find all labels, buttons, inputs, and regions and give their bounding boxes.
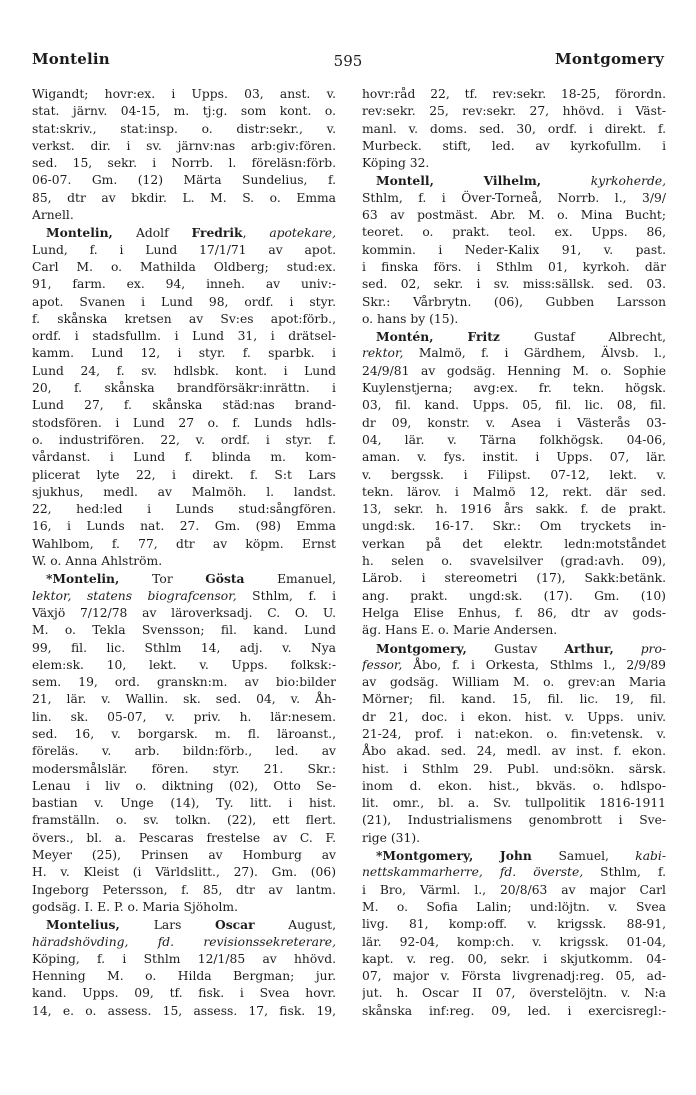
line-text: hist. i Sthlm 29. Publ. und:sökn. särsk. — [362, 761, 666, 776]
text-line — [362, 138, 666, 155]
text-line — [32, 242, 336, 259]
line-text: Henning M. o. Hilda Bergman; jur. — [32, 969, 336, 984]
line-text: äg. Hans E. o. Marie Andersen. — [362, 623, 558, 638]
line-text: Wahlbom, f. 77, dtr av köpm. Ernst — [32, 536, 336, 551]
text-line — [32, 311, 336, 328]
line-text: 22, hed:led i Lunds stud:sångfören. — [32, 502, 336, 517]
line-text: rige (31). — [362, 830, 421, 845]
text-line — [32, 467, 336, 484]
line-text: (21), Industrialismens genombrott i Sve- — [362, 813, 666, 828]
line-text: övers., bl. a. Pescaras frestelse av C. F. — [32, 830, 336, 845]
text-line — [32, 86, 336, 103]
text-line — [32, 190, 336, 207]
line-text: Emanuel, — [244, 572, 336, 587]
line-text: kapt. v. reg. 00, sekr. i skjutkomm. 04- — [362, 951, 666, 966]
line-text: Sthlm, f. i Över-Torneå, Norrb. l., 3/9/ — [362, 190, 666, 205]
line-text: vårdanst. i Lund f. blinda m. kom- — [32, 450, 336, 465]
line-text: ordf. i stadsfullm. i Lund 31, i drätsel- — [32, 329, 336, 344]
line-text: Sthlm, f. i — [236, 588, 336, 603]
line-text: livg. 81, komp:off. v. krigssk. 88-91, — [362, 917, 666, 932]
text-line — [362, 709, 666, 726]
text-line — [32, 397, 336, 414]
entry-first-line — [362, 640, 666, 657]
line-text: Tor — [152, 572, 206, 587]
line-text: sem. 19, ord. granskn:m. av bio:bilder — [32, 675, 336, 690]
line-text: Sthlm, f. — [583, 865, 666, 880]
text-line — [362, 380, 666, 397]
entry-first-line — [32, 224, 336, 241]
line-text: Meyer (25), Prinsen av Homburg av — [32, 848, 336, 863]
line-text: 85, dtr av bkdir. L. M. S. o. Emma — [32, 190, 336, 205]
entry-first-line — [32, 570, 336, 587]
text-line — [362, 518, 666, 535]
text-line — [362, 553, 666, 570]
text-line — [32, 449, 336, 466]
entry-first-line — [32, 916, 336, 933]
line-text: skånska inf:reg. 09, led. i exercisregl:- — [362, 1003, 666, 1018]
line-text: Köping 32. — [362, 156, 430, 171]
entry-name: Montgomery, — [376, 640, 495, 656]
line-text: 20, f. skånska brandförsäkr:inrättn. i — [32, 381, 336, 396]
header-left-word: Montelin — [32, 50, 110, 68]
entry-name: Montén, Fritz — [376, 329, 534, 345]
line-text: jut. h. Oscar II 07, överstelöjtn. v. N:a — [362, 986, 666, 1001]
text-line — [32, 415, 336, 432]
text-line — [362, 743, 666, 760]
text-line — [362, 155, 666, 172]
text-line — [362, 726, 666, 743]
line-text: Lund, f. i Lund 17/1/71 av apot. — [32, 242, 336, 257]
text-line — [362, 968, 666, 985]
text-line — [32, 830, 336, 847]
line-text: 63 av postmäst. Abr. M. o. Mina Bucht; — [362, 208, 666, 223]
line-text: 13, sekr. h. 1916 års sakk. f. de prakt. — [362, 502, 666, 517]
text-line — [32, 103, 336, 120]
text-line — [362, 1003, 666, 1020]
text-line — [362, 432, 666, 449]
entry-title: fessor, — [362, 657, 403, 672]
line-text: teoret. o. prakt. teol. ex. Upps. 86, — [362, 225, 666, 240]
text-line — [32, 518, 336, 535]
entry-title: pro- — [613, 641, 666, 656]
line-text: Lärob. i stereometri (17), Sakk:betänk. — [362, 571, 666, 586]
line-text: M. o. Tekla Svensson; fil. kand. Lund — [32, 623, 336, 638]
text-line — [362, 484, 666, 501]
entry-title: nettskammarherre, fd. överste, — [362, 865, 584, 880]
line-text: o. hans by (15). — [362, 311, 459, 326]
text-line — [362, 985, 666, 1002]
line-text: August, — [254, 918, 336, 933]
text-line — [362, 294, 666, 311]
entry-name: Montelius, — [46, 917, 154, 933]
text-line — [362, 190, 666, 207]
line-text: H. v. Kleist (i Världslitt., 27). Gm. (06) — [32, 865, 336, 880]
text-line — [362, 570, 666, 587]
line-text: Lund 27, f. skånska städ:nas brand- — [32, 398, 336, 413]
text-line — [32, 657, 336, 674]
text-line — [362, 795, 666, 812]
line-text: 21, lär. v. Wallin. sk. sed. 04, v. Åh- — [32, 692, 336, 707]
text-line — [32, 951, 336, 968]
line-text: Arnell. — [32, 208, 74, 223]
text-line — [362, 103, 666, 120]
entry-title: lektor, statens biografcensor, — [32, 588, 237, 603]
line-text: lit. omr., bl. a. Sv. tullpolitik 1816-1911 — [362, 796, 666, 811]
entry-name: *Montgomery, John — [376, 848, 559, 864]
line-text: M. o. Sofia Lalin; und:löjtn. v. Svea — [362, 899, 666, 914]
text-line — [32, 778, 336, 795]
line-text: hovr:råd 22, tf. rev:sekr. 18-25, förordn. — [362, 87, 666, 101]
line-text: kommin. i Neder-Kalix 91, v. past. — [362, 242, 666, 257]
line-text: Lars — [153, 918, 216, 933]
text-line — [32, 847, 336, 864]
text-line — [32, 795, 336, 812]
line-text: Adolf — [136, 226, 192, 241]
entry-first-line — [362, 328, 666, 345]
left-text-column — [32, 86, 336, 1020]
text-line — [32, 709, 336, 726]
line-text: Wigandt; hovr:ex. i Upps. 03, anst. v. — [32, 87, 336, 101]
right-text-column — [362, 86, 666, 1020]
line-text: Kuylenstjerna; avg:ex. fr. tekn. högsk. — [362, 381, 666, 396]
entry-name: *Montelin, — [46, 571, 153, 587]
line-text: 24/9/81 av godsäg. Henning M. o. Sophie — [362, 363, 666, 378]
text-line — [32, 501, 336, 518]
line-text: i finska förs. i Sthlm 01, kyrkoh. där — [362, 259, 666, 274]
line-text: framställn. o. sv. tolkn. (22), ett flert. — [32, 813, 336, 828]
text-line — [32, 553, 336, 570]
line-text: i Bro, Värml. l., 20/8/63 av major Carl — [362, 882, 666, 897]
text-line — [362, 899, 666, 916]
line-text: verkan på det elektr. ledn:motståndet — [362, 536, 666, 551]
text-line — [32, 536, 336, 553]
text-line — [362, 778, 666, 795]
line-text: h. selen o. svavelsilver (grad:avh. 09), — [362, 554, 666, 569]
line-text: 03, fil. kand. Upps. 05, fil. lic. 08, fil. — [362, 398, 666, 413]
text-line — [362, 259, 666, 276]
text-line — [32, 588, 336, 605]
text-line — [32, 674, 336, 691]
text-line — [32, 380, 336, 397]
line-text: Lund 24, f. sv. hdlsbk. kont. i Lund — [32, 363, 336, 378]
line-text: sed. 02, sekr. i sv. miss:sällsk. sed. 03. — [362, 277, 666, 292]
text-line — [32, 432, 336, 449]
line-text: stodsfören. i Lund 27 o. f. Lunds hdls- — [32, 415, 336, 430]
text-line — [32, 276, 336, 293]
text-line — [362, 121, 666, 138]
text-line — [32, 484, 336, 501]
text-line — [362, 276, 666, 293]
line-text: 14, e. o. assess. 15, assess. 17, fisk. 19, — [32, 1003, 336, 1018]
line-text: 21-24, prof. i nat:ekon. o. fin:vetensk. v. — [362, 726, 666, 741]
line-text: rev:sekr. 25, rev:sekr. 27, hhövd. i Väst- — [362, 104, 666, 119]
line-text: elem:sk. 10, lekt. v. Upps. folksk:- — [32, 657, 336, 672]
text-line — [32, 968, 336, 985]
line-text: apot. Svanen i Lund 98, ordf. i styr. — [32, 294, 336, 309]
entry-name: Arthur, — [564, 640, 614, 656]
text-line — [32, 1003, 336, 1020]
text-line — [362, 86, 666, 103]
line-text: av godsäg. William M. o. grev:an Maria — [362, 675, 666, 690]
line-text: Åbo akad. sed. 24, medl. av inst. f. ekon. — [362, 744, 666, 759]
text-line — [32, 155, 336, 172]
text-line — [32, 207, 336, 224]
text-line — [32, 138, 336, 155]
line-text: Ingeborg Petersson, f. 85, dtr av lantm. — [32, 882, 336, 897]
line-text: inom d. ekon. hist., bkväs. o. hdlspo- — [362, 778, 666, 793]
line-text: o. industrifören. 22, v. ordf. i styr. f. — [32, 432, 336, 447]
line-text: aman. v. fys. instit. i Upps. 07, lär. — [362, 450, 666, 465]
line-text: Skr.: Vårbrytn. (06), Gubben Larsson — [362, 294, 666, 309]
text-line — [362, 501, 666, 518]
text-line — [32, 812, 336, 829]
text-line — [32, 294, 336, 311]
text-line — [32, 363, 336, 380]
line-text: ungd:sk. 16-17. Skr.: Om tryckets in- — [362, 519, 666, 534]
text-line — [362, 691, 666, 708]
line-text: f. skånska kretsen av Sv:es apot:förb., — [32, 311, 336, 326]
line-text: Gustav — [494, 641, 565, 656]
line-text: 16, i Lunds nat. 27. Gm. (98) Emma — [32, 519, 336, 534]
line-text: tekn. lärov. i Malmö 12, rekt. där sed. — [362, 484, 666, 499]
entry-name: Montelin, — [46, 225, 137, 241]
text-line — [362, 657, 666, 674]
entry-title: kyrkoherde, — [590, 174, 666, 189]
line-text: stat:skriv., stat:insp. o. distr:sekr., v. — [32, 121, 336, 136]
text-line — [362, 605, 666, 622]
text-line — [362, 951, 666, 968]
text-line — [32, 726, 336, 743]
line-text: Åbo, f. i Orkesta, Sthlms l., 2/9/89 — [402, 657, 666, 672]
entry-title: apotekare, — [269, 226, 336, 241]
text-line — [362, 415, 666, 432]
text-line — [362, 311, 666, 328]
text-line — [362, 224, 666, 241]
text-line — [32, 345, 336, 362]
text-line — [32, 640, 336, 657]
text-line — [32, 121, 336, 138]
line-text: Carl M. o. Mathilda Oldberg; stud:ex. — [32, 259, 336, 274]
line-text: stat. järnv. 04-15, m. tj:g. som kont. o. — [32, 104, 336, 119]
line-text: kamm. Lund 12, i styr. f. sparbk. i — [32, 346, 336, 361]
entry-title: häradshövding, fd. revisionssekreterare, — [32, 934, 336, 949]
page-number: 595 — [333, 52, 363, 70]
line-text: lär. 92-04, komp:ch. v. krigssk. 01-04, — [362, 934, 666, 949]
line-text: v. bergssk. i Filipst. 07-12, lekt. v. — [362, 467, 666, 482]
line-text: föreläs. v. arb. bildn:förb., led. av — [32, 744, 336, 759]
line-text: manl. v. doms. sed. 30, ordf. i direkt. f. — [362, 121, 666, 136]
text-line — [32, 605, 336, 622]
entry-title: rektor, — [362, 346, 404, 361]
entry-title: kabi- — [635, 849, 666, 864]
text-line — [362, 882, 666, 899]
text-line — [32, 259, 336, 276]
text-line — [362, 830, 666, 847]
text-line — [32, 934, 336, 951]
text-line — [362, 934, 666, 951]
text-line — [32, 985, 336, 1002]
line-text: plicerat lyte 22, i direkt. f. S:t Lars — [32, 467, 336, 482]
text-line — [32, 172, 336, 189]
line-text: sed. 16, v. borgarsk. m. fl. läroanst., — [32, 726, 336, 741]
entry-name: Fredrik — [191, 225, 243, 241]
line-text: Samuel, — [558, 849, 636, 864]
entry-name: Gösta — [205, 571, 245, 587]
text-line — [362, 345, 666, 362]
line-text: 91, farm. ex. 94, inneh. av univ:- — [32, 277, 336, 292]
line-text: bastian v. Unge (14), Ty. litt. i hist. — [32, 796, 336, 811]
line-text: godsäg. I. E. P. o. Maria Sjöholm. — [32, 899, 238, 914]
entry-first-line — [362, 847, 666, 864]
line-text: 04, lär. v. Tärna folkhögsk. 04-06, — [362, 432, 666, 447]
line-text: W. o. Anna Ahlström. — [32, 554, 163, 569]
text-line — [362, 363, 666, 380]
text-line — [32, 622, 336, 639]
line-text: Köping, f. i Sthlm 12/1/85 av hhövd. — [32, 951, 336, 966]
line-text: Mörner; fil. kand. 15, fil. lic. 19, fil. — [362, 692, 666, 707]
line-text: modersmålslär. fören. styr. 21. Skr.: — [32, 761, 336, 776]
text-line — [362, 588, 666, 605]
line-text: ang. prakt. ungd:sk. (17). Gm. (10) — [362, 588, 666, 603]
line-text: Växjö 7/12/78 av läroverksadj. C. O. U. — [32, 605, 336, 620]
text-line — [362, 536, 666, 553]
text-line — [32, 864, 336, 881]
line-text: Murbeck. stift, led. av kyrkofullm. i — [362, 138, 666, 153]
line-text: verkst. dir. i sv. järnv:nas arb:giv:fören. — [32, 138, 336, 153]
text-line — [362, 397, 666, 414]
entry-name: Oscar — [215, 917, 255, 933]
text-line — [362, 812, 666, 829]
text-line — [362, 761, 666, 778]
text-line — [32, 743, 336, 760]
line-text: 99, fil. lic. Sthlm 14, adj. v. Nya — [32, 640, 336, 655]
line-text: 07, major v. Första livgrenadj:reg. 05, ad- — [362, 969, 666, 984]
text-line — [362, 207, 666, 224]
entry-first-line — [362, 172, 666, 189]
text-line — [362, 449, 666, 466]
text-line — [362, 242, 666, 259]
line-text: 06-07. Gm. (12) Märta Sundelius, f. — [32, 173, 336, 188]
text-line — [32, 899, 336, 916]
line-text: Helga Elise Enhus, f. 86, dtr av gods- — [362, 605, 666, 620]
line-text: dr 21, doc. i ekon. hist. v. Upps. univ. — [362, 709, 666, 724]
running-header — [32, 50, 664, 74]
text-line — [32, 691, 336, 708]
line-text: kand. Upps. 09, tf. fisk. i Svea hovr. — [32, 986, 336, 1001]
entry-name: Montell, Vilhelm, — [376, 173, 591, 189]
line-text: Lenau i liv o. diktning (02), Otto Se- — [32, 778, 336, 793]
text-line — [362, 674, 666, 691]
line-text: lin. sk. 05-07, v. priv. h. lär:nesem. — [32, 709, 336, 724]
header-right-word: Montgomery — [555, 50, 664, 68]
line-text: Malmö, f. i Gärdhem, Älvsb. l., — [403, 346, 666, 361]
line-text: sjukhus, medl. av Malmöh. l. landst. — [32, 484, 336, 499]
text-line — [32, 328, 336, 345]
text-line — [362, 467, 666, 484]
text-line — [362, 622, 666, 639]
text-line — [362, 864, 666, 881]
line-text: dr 09, konstr. v. Asea i Västerås 03- — [362, 415, 666, 430]
line-text: Gustaf Albrecht, — [533, 330, 666, 345]
line-text: , — [242, 226, 270, 241]
text-line — [32, 882, 336, 899]
line-text: sed. 15, sekr. i Norrb. l. föreläsn:förb. — [32, 156, 336, 171]
text-line — [362, 916, 666, 933]
text-line — [32, 761, 336, 778]
